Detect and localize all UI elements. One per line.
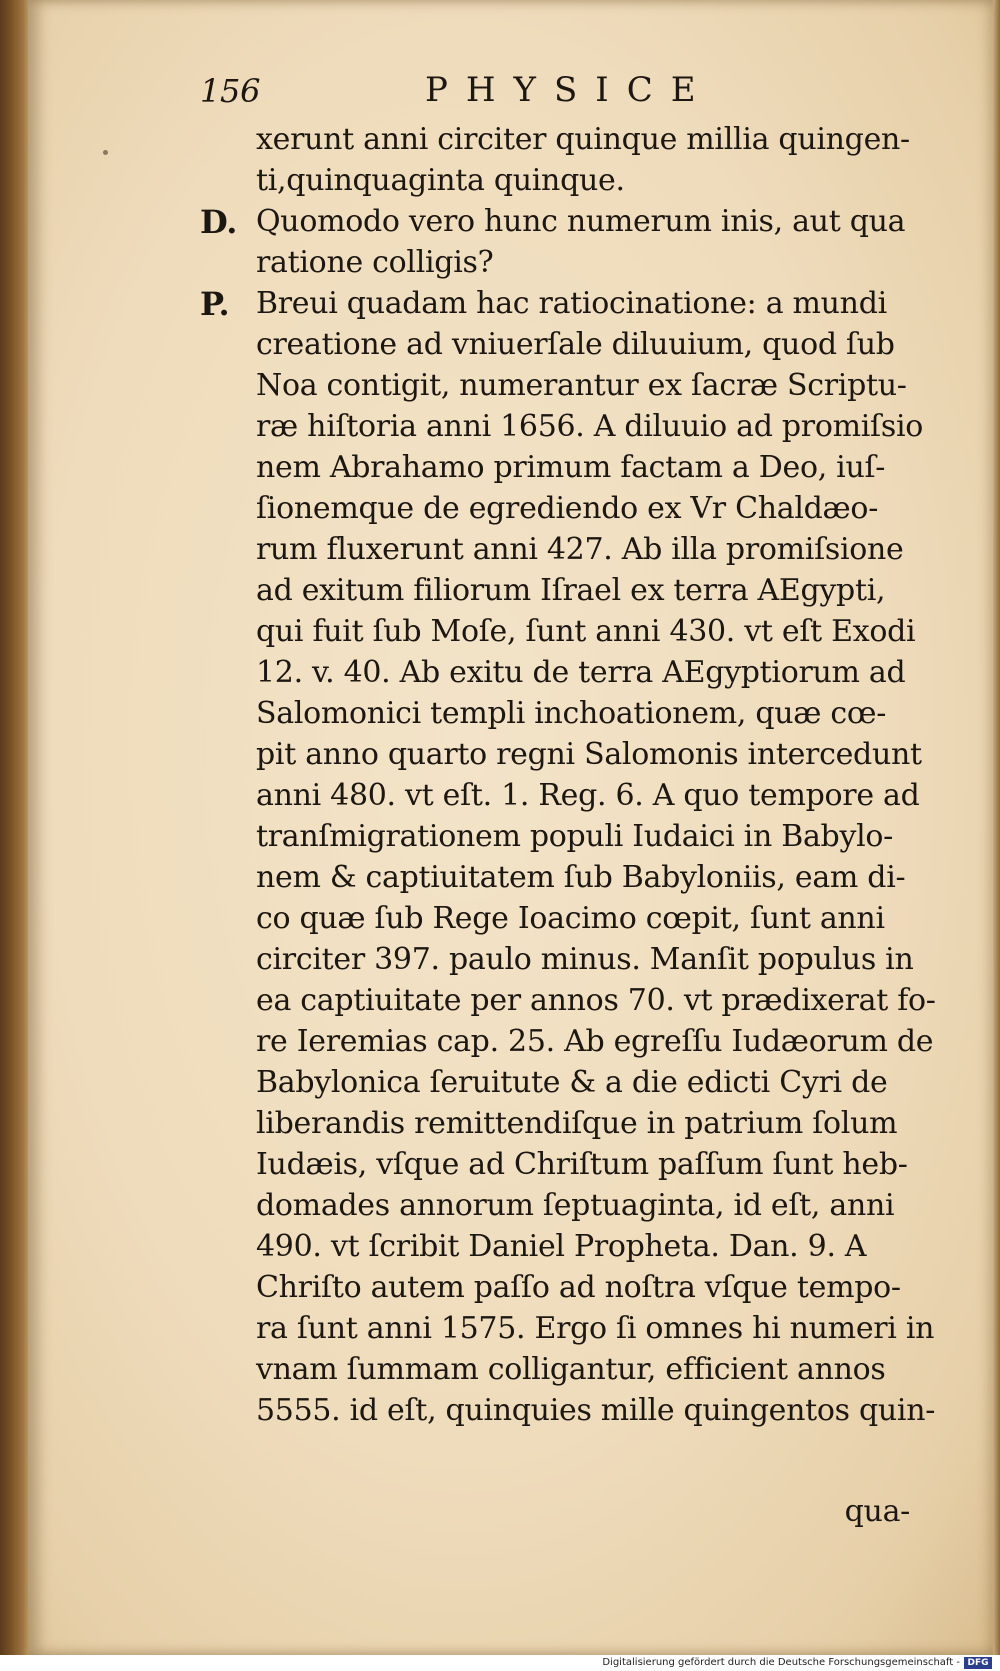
speaker-marker-d: D. xyxy=(200,203,238,241)
text-line: ad exitum filiorum Iſrael ex terra AEgypti, xyxy=(256,573,886,608)
text-line: pit anno quarto regni Salomonis intercedunt xyxy=(256,737,922,772)
text-line: circiter 397. paulo minus. Manſit populus in xyxy=(256,942,914,977)
text-line: Quomodo vero hunc numerum inis, aut qua xyxy=(256,204,906,239)
text-line: re Ieremias cap. 25. Ab egreſſu Iudæorum de xyxy=(256,1024,934,1059)
text-line: ratione colligis? xyxy=(256,245,494,280)
text-line: qui fuit ſub Moſe, ſunt anni 430. vt eſt Exodi xyxy=(256,614,916,649)
text-line: Noa contigit, numerantur ex ſacræ Scriptu- xyxy=(256,368,907,403)
footer-credit-text: Digitalisierung gefördert durch die Deutsche Forschungsgemeinschaft - xyxy=(602,1657,960,1668)
text-line: ra ſunt anni 1575. Ergo ſi omnes hi numeri in xyxy=(256,1311,935,1346)
text-line: Breui quadam hac ratiocinatione: a mundi xyxy=(256,286,887,321)
dfg-logo: DFG xyxy=(964,1657,992,1669)
text-line: vnam ſummam colligantur, efficient annos xyxy=(256,1352,886,1387)
text-line: rum fluxerunt anni 427. Ab illa promiſsione xyxy=(256,532,904,567)
text-line: creatione ad vniuerſale diluuium, quod ſub xyxy=(256,327,895,362)
text-line: co quæ ſub Rege Ioacimo cœpit, ſunt anni xyxy=(256,901,885,936)
text-line: Iudæis, vſque ad Chriſtum paſſum ſunt heb- xyxy=(256,1147,908,1182)
margin-spot xyxy=(103,150,108,155)
text-line: Chriſto autem paſſo ad noſtra vſque tempo- xyxy=(256,1270,901,1305)
running-head: PHYSICE xyxy=(425,70,714,110)
catchword: qua- xyxy=(844,1494,910,1529)
text-line: liberandis remittendiſque in patrium ſolum xyxy=(256,1106,898,1141)
text-line: Babylonica ſeruitute & a die edicti Cyri de xyxy=(256,1065,888,1100)
speaker-marker-p: P. xyxy=(200,285,230,323)
text-line: domades annorum ſeptuaginta, id eſt, anni xyxy=(256,1188,895,1223)
page-right-edge xyxy=(993,0,1000,1655)
text-line: nem & captiuitatem ſub Babyloniis, eam di- xyxy=(256,860,906,895)
text-line: 5555. id eſt, quinquies mille quingentos quin- xyxy=(256,1393,936,1428)
text-line: anni 480. vt eſt. 1. Reg. 6. A quo tempore ad xyxy=(256,778,920,813)
text-line: ea captiuitate per annos 70. vt prædixerat fo- xyxy=(256,983,936,1018)
text-line: tranſmigrationem populi Iudaici in Babylo- xyxy=(256,819,893,854)
book-binding-edge xyxy=(0,0,28,1655)
text-line: nem Abrahamo primum factam a Deo, iuſ- xyxy=(256,450,886,485)
text-line: ti,quinquaginta quinque. xyxy=(256,163,625,198)
text-line: 490. vt ſcribit Daniel Propheta. Dan. 9. A xyxy=(256,1229,867,1264)
text-line: xerunt anni circiter quinque millia quingen- xyxy=(256,122,910,157)
footer-credit-bar xyxy=(0,1655,1000,1671)
text-line: 12. v. 40. Ab exitu de terra AEgyptiorum ad xyxy=(256,655,906,690)
text-line: ræ hiſtoria anni 1656. A diluuio ad promiſsio xyxy=(256,409,924,444)
page-number: 156 xyxy=(200,72,261,110)
text-line: ſionemque de egrediendo ex Vr Chaldæo- xyxy=(256,491,879,526)
text-line: Salomonici templi inchoationem, quæ cœ- xyxy=(256,696,887,731)
